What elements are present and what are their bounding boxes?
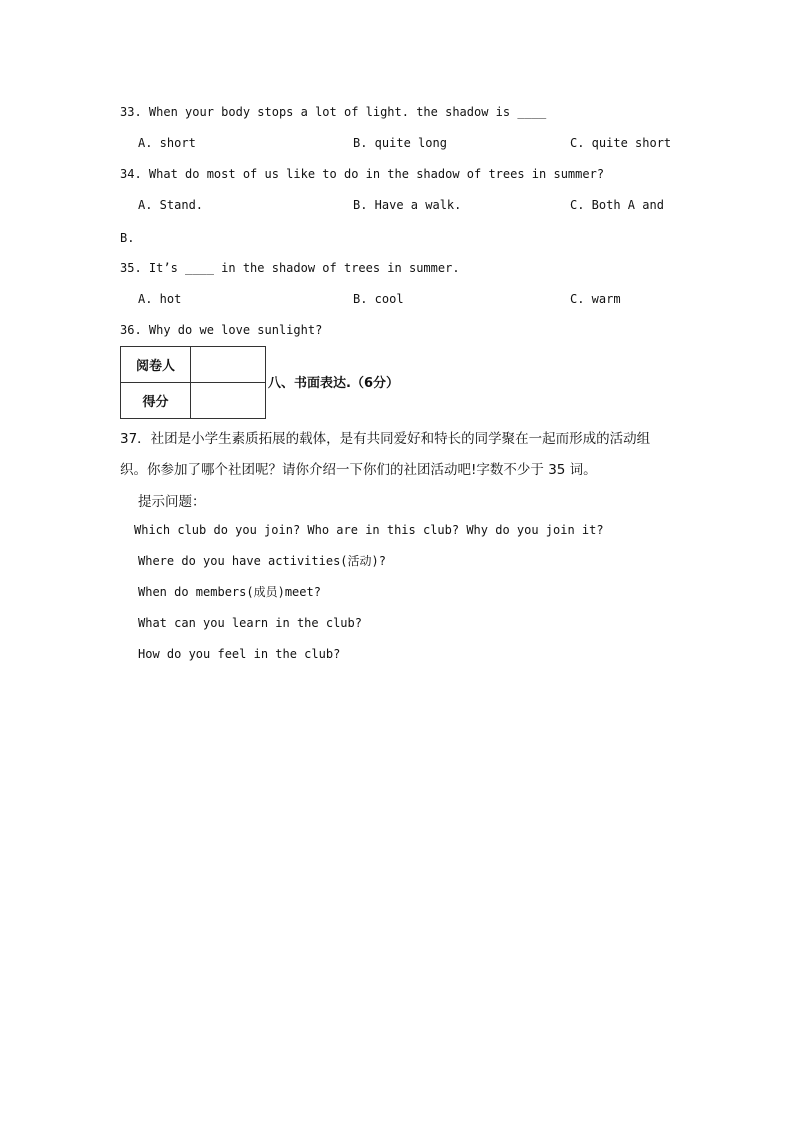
question-35-option-b: B. cool	[353, 292, 404, 306]
score-cell	[191, 383, 266, 419]
section-title: 八、书面表达.（6分）	[268, 376, 399, 391]
score-box	[120, 346, 266, 419]
question-34-option-c: C. Both A and	[570, 198, 664, 212]
score-box-row-score	[121, 383, 266, 419]
reviewer-label: 阅卷人	[121, 347, 191, 383]
score-label: 得分	[121, 383, 191, 419]
question-34-stem: 34. What do most of us like to do in the shadow of trees in summer?	[120, 167, 605, 181]
hint-label: 提示问题：	[138, 494, 206, 510]
question-33-option-a: A. short	[138, 136, 196, 150]
question-34-option-a: A. Stand.	[138, 198, 204, 212]
writing-prompt-line-2: 织。你参加了哪个社团呢？请你介绍一下你们的社团活动吧!字数不少于 35 词。	[120, 462, 597, 478]
question-35-stem: 35. It’s ____ in the shadow of trees in summer.	[120, 261, 460, 275]
hint-question-4: What can you learn in the club?	[138, 616, 362, 630]
question-35-option-a: A. hot	[138, 292, 182, 306]
question-33-option-b: B. quite long	[353, 136, 447, 150]
question-33-option-c: C. quite short	[570, 136, 672, 150]
score-box-row-reviewer	[121, 347, 266, 383]
reviewer-cell	[191, 347, 266, 383]
question-34-option-c-wrap: B.	[120, 231, 135, 245]
question-33-stem: 33. When your body stops a lot of light. the shadow is ____	[120, 105, 547, 119]
writing-prompt-line-1: 37．社团是小学生素质拓展的载体，是有共同爱好和特长的同学聚在一起而形成的活动组	[120, 431, 651, 447]
hint-question-3: When do members(成员)meet?	[138, 585, 321, 599]
question-34-option-b: B. Have a walk.	[353, 198, 462, 212]
hint-question-2: Where do you have activities(活动)?	[138, 554, 386, 568]
question-36-stem: 36. Why do we love sunlight?	[120, 323, 323, 337]
hint-question-5: How do you feel in the club?	[138, 647, 341, 661]
question-35-option-c: C. warm	[570, 292, 621, 306]
hint-question-1: Which club do you join? Who are in this club? Why do you join it?	[134, 523, 604, 537]
